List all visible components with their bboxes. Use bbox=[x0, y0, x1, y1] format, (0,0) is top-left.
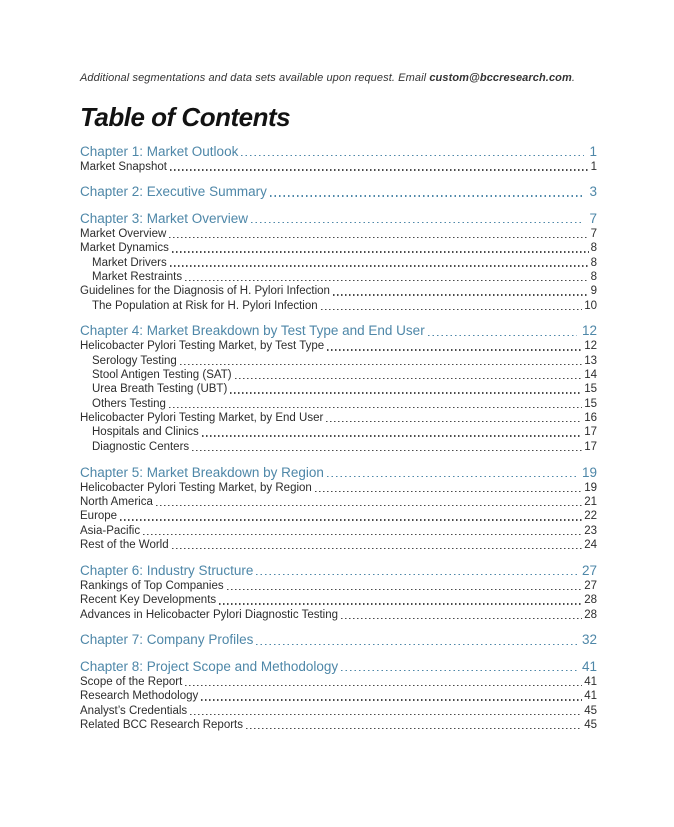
toc-entry-label: Market Snapshot bbox=[80, 160, 167, 173]
dot-leader bbox=[170, 169, 589, 170]
toc-entry-label: Chapter 5: Market Breakdown by Region bbox=[80, 464, 324, 480]
toc-entry[interactable] bbox=[80, 368, 597, 382]
toc-entry-label: The Population at Risk for H. Pylori Infection bbox=[92, 299, 318, 312]
toc-entry[interactable] bbox=[80, 689, 597, 703]
page-number: 22 bbox=[584, 510, 597, 523]
dot-leader bbox=[246, 728, 582, 729]
dot-leader bbox=[185, 685, 582, 686]
toc-entry[interactable] bbox=[80, 675, 597, 689]
toc-entry[interactable] bbox=[80, 481, 597, 495]
toc-entry-chapter[interactable] bbox=[80, 659, 597, 675]
toc-entry-chapter[interactable] bbox=[80, 184, 597, 200]
page-number: 12 bbox=[584, 340, 597, 353]
page-number: 45 bbox=[584, 704, 597, 717]
dot-leader bbox=[341, 670, 577, 671]
dot-leader bbox=[256, 574, 577, 575]
email-address: custom@bccresearch.com bbox=[429, 72, 572, 84]
toc-entry-label: Scope of the Report bbox=[80, 675, 183, 688]
page-number: 7 bbox=[589, 210, 597, 226]
dot-leader bbox=[190, 714, 582, 715]
page-title: Table of Contents bbox=[80, 102, 291, 132]
toc-entry[interactable] bbox=[80, 718, 597, 732]
page-number: 28 bbox=[584, 594, 597, 607]
toc-entry-label: Analyst’s Credentials bbox=[80, 704, 188, 717]
page-number: 32 bbox=[581, 632, 597, 648]
toc-entry[interactable] bbox=[80, 397, 597, 411]
toc-entry-label: Others Testing bbox=[92, 397, 166, 410]
toc-entry-label: Chapter 4: Market Breakdown by Test Type and End User bbox=[80, 323, 425, 339]
toc-entry-label: Stool Antigen Testing (SAT) bbox=[92, 369, 232, 382]
toc-entry[interactable] bbox=[80, 411, 597, 425]
toc-entry-label: Market Dynamics bbox=[80, 242, 169, 255]
page-number: 1 bbox=[589, 143, 597, 159]
page-content bbox=[80, 72, 597, 732]
dot-leader bbox=[341, 618, 582, 619]
toc-entry[interactable] bbox=[80, 593, 597, 607]
toc-entry-label: Europe bbox=[80, 510, 118, 523]
dot-leader bbox=[180, 364, 582, 365]
page-number: 12 bbox=[581, 323, 597, 339]
dot-leader bbox=[321, 309, 583, 310]
dot-leader bbox=[185, 280, 588, 281]
page-number: 17 bbox=[584, 426, 597, 439]
dot-leader bbox=[201, 699, 582, 700]
availability-note-text: Additional segmentations and data sets available upon request. Email bbox=[80, 72, 430, 84]
toc-entry[interactable] bbox=[80, 382, 597, 396]
page-number: 13 bbox=[584, 354, 597, 367]
page-number: 23 bbox=[584, 524, 597, 537]
toc-entry-label: Helicobacter Pylori Testing Market, by End User bbox=[80, 412, 324, 425]
toc-entry-label: Rest of the World bbox=[80, 539, 169, 552]
dot-leader bbox=[219, 603, 582, 604]
toc-entry-label: Research Methodology bbox=[80, 690, 199, 703]
dot-leader bbox=[230, 392, 582, 393]
toc-entry[interactable] bbox=[80, 299, 597, 313]
availability-note-period: . bbox=[571, 72, 576, 84]
dot-leader bbox=[333, 294, 589, 295]
page-number: 27 bbox=[584, 579, 597, 592]
table-of-contents bbox=[80, 144, 597, 733]
toc-entry-label: Helicobacter Pylori Testing Market, by Region bbox=[80, 481, 312, 494]
page-number: 7 bbox=[590, 227, 597, 240]
dot-leader bbox=[327, 476, 577, 477]
toc-entry-label: Advances in Helicobacter Pylori Diagnostic Testing bbox=[80, 608, 339, 621]
page-number: 28 bbox=[584, 608, 597, 621]
toc-entry[interactable] bbox=[80, 241, 597, 255]
dot-leader bbox=[235, 378, 583, 379]
toc-entry-chapter[interactable] bbox=[80, 144, 597, 160]
dot-leader bbox=[172, 251, 589, 252]
toc-entry-label: Chapter 3: Market Overview bbox=[80, 210, 249, 226]
dot-leader bbox=[202, 435, 582, 436]
toc-entry-label: Chapter 7: Company Profiles bbox=[80, 632, 254, 648]
toc-entry-label: Market Overview bbox=[80, 227, 167, 240]
page-number: 21 bbox=[584, 496, 597, 508]
page-number: 15 bbox=[584, 383, 597, 396]
toc-entry-chapter[interactable] bbox=[80, 323, 597, 339]
toc-entry-label: Market Restraints bbox=[92, 270, 183, 283]
page-number: 10 bbox=[584, 299, 597, 312]
toc-entry-label: Serology Testing bbox=[92, 354, 177, 367]
dot-leader bbox=[120, 519, 582, 520]
toc-entry[interactable] bbox=[80, 270, 597, 284]
page-number: 45 bbox=[584, 718, 597, 731]
page-number: 41 bbox=[584, 690, 597, 703]
toc-entry-label: Helicobacter Pylori Testing Market, by Test Type bbox=[80, 340, 325, 353]
toc-entry-label: Asia-Pacific bbox=[80, 524, 141, 537]
dot-leader bbox=[192, 450, 582, 451]
toc-entry[interactable] bbox=[80, 354, 597, 368]
dot-leader bbox=[143, 534, 582, 535]
toc-entry-label: Chapter 8: Project Scope and Methodology bbox=[80, 658, 339, 674]
dot-leader bbox=[251, 222, 584, 223]
toc-entry[interactable] bbox=[80, 227, 597, 241]
toc-entry-label: Related BCC Research Reports bbox=[80, 718, 243, 731]
toc-entry[interactable] bbox=[80, 495, 597, 509]
toc-entry-chapter[interactable] bbox=[80, 563, 597, 579]
toc-entry-label: Hospitals and Clinics bbox=[92, 426, 199, 439]
page-number: 1 bbox=[590, 160, 597, 173]
page-number: 15 bbox=[584, 397, 597, 410]
dot-leader bbox=[256, 644, 577, 645]
toc-entry-chapter[interactable] bbox=[80, 632, 597, 648]
page-number: 41 bbox=[581, 658, 597, 674]
dot-leader bbox=[169, 237, 588, 238]
toc-entry[interactable] bbox=[80, 579, 597, 593]
toc-entry[interactable] bbox=[80, 608, 597, 622]
dot-leader bbox=[170, 265, 589, 266]
dot-leader bbox=[241, 155, 584, 156]
dot-leader bbox=[156, 505, 582, 506]
toc-entry[interactable] bbox=[80, 704, 597, 718]
dot-leader bbox=[227, 589, 583, 590]
toc-entry-label: Diagnostic Centers bbox=[92, 440, 190, 453]
availability-note bbox=[80, 72, 597, 84]
toc-entry[interactable] bbox=[80, 160, 597, 174]
toc-entry-label: Chapter 6: Industry Structure bbox=[80, 562, 254, 578]
toc-entry-label: North America bbox=[80, 496, 153, 508]
dot-leader bbox=[326, 421, 582, 422]
dot-leader bbox=[169, 407, 582, 408]
page-number: 19 bbox=[584, 481, 597, 494]
page-number: 19 bbox=[581, 464, 597, 480]
toc-entry[interactable] bbox=[80, 425, 597, 439]
toc-entry-label: Guidelines for the Diagnosis of H. Pylori Infection bbox=[80, 285, 330, 298]
page-number: 16 bbox=[584, 412, 597, 425]
page-number: 9 bbox=[590, 285, 597, 298]
page-number: 27 bbox=[581, 562, 597, 578]
toc-entry-label: Chapter 1: Market Outlook bbox=[80, 143, 239, 159]
page-number: 41 bbox=[584, 675, 597, 688]
page-number: 3 bbox=[589, 184, 597, 200]
toc-entry-label: Market Drivers bbox=[92, 256, 167, 269]
dot-leader bbox=[327, 349, 582, 350]
toc-entry[interactable] bbox=[80, 440, 597, 454]
toc-entry[interactable] bbox=[80, 524, 597, 538]
toc-entry-label: Chapter 2: Executive Summary bbox=[80, 184, 267, 200]
dot-leader bbox=[315, 491, 582, 492]
page-number: 8 bbox=[590, 242, 597, 255]
toc-entry[interactable] bbox=[80, 538, 597, 552]
toc-entry[interactable] bbox=[80, 256, 597, 270]
toc-entry-label: Rankings of Top Companies bbox=[80, 579, 224, 592]
toc-entry[interactable] bbox=[80, 509, 597, 523]
toc-entry-label: Urea Breath Testing (UBT) bbox=[92, 383, 228, 396]
page-number: 8 bbox=[590, 256, 597, 269]
page-number: 8 bbox=[590, 270, 597, 283]
toc-entry[interactable] bbox=[80, 339, 597, 353]
toc-entry-label: Recent Key Developments bbox=[80, 594, 217, 607]
page-number: 14 bbox=[584, 369, 597, 382]
dot-leader bbox=[428, 335, 577, 336]
dot-leader bbox=[270, 195, 585, 196]
page-number: 17 bbox=[584, 440, 597, 453]
toc-entry[interactable] bbox=[80, 284, 597, 298]
page-number: 24 bbox=[584, 539, 597, 552]
dot-leader bbox=[172, 548, 583, 549]
toc-entry-chapter[interactable] bbox=[80, 465, 597, 481]
toc-entry-chapter[interactable] bbox=[80, 211, 597, 227]
